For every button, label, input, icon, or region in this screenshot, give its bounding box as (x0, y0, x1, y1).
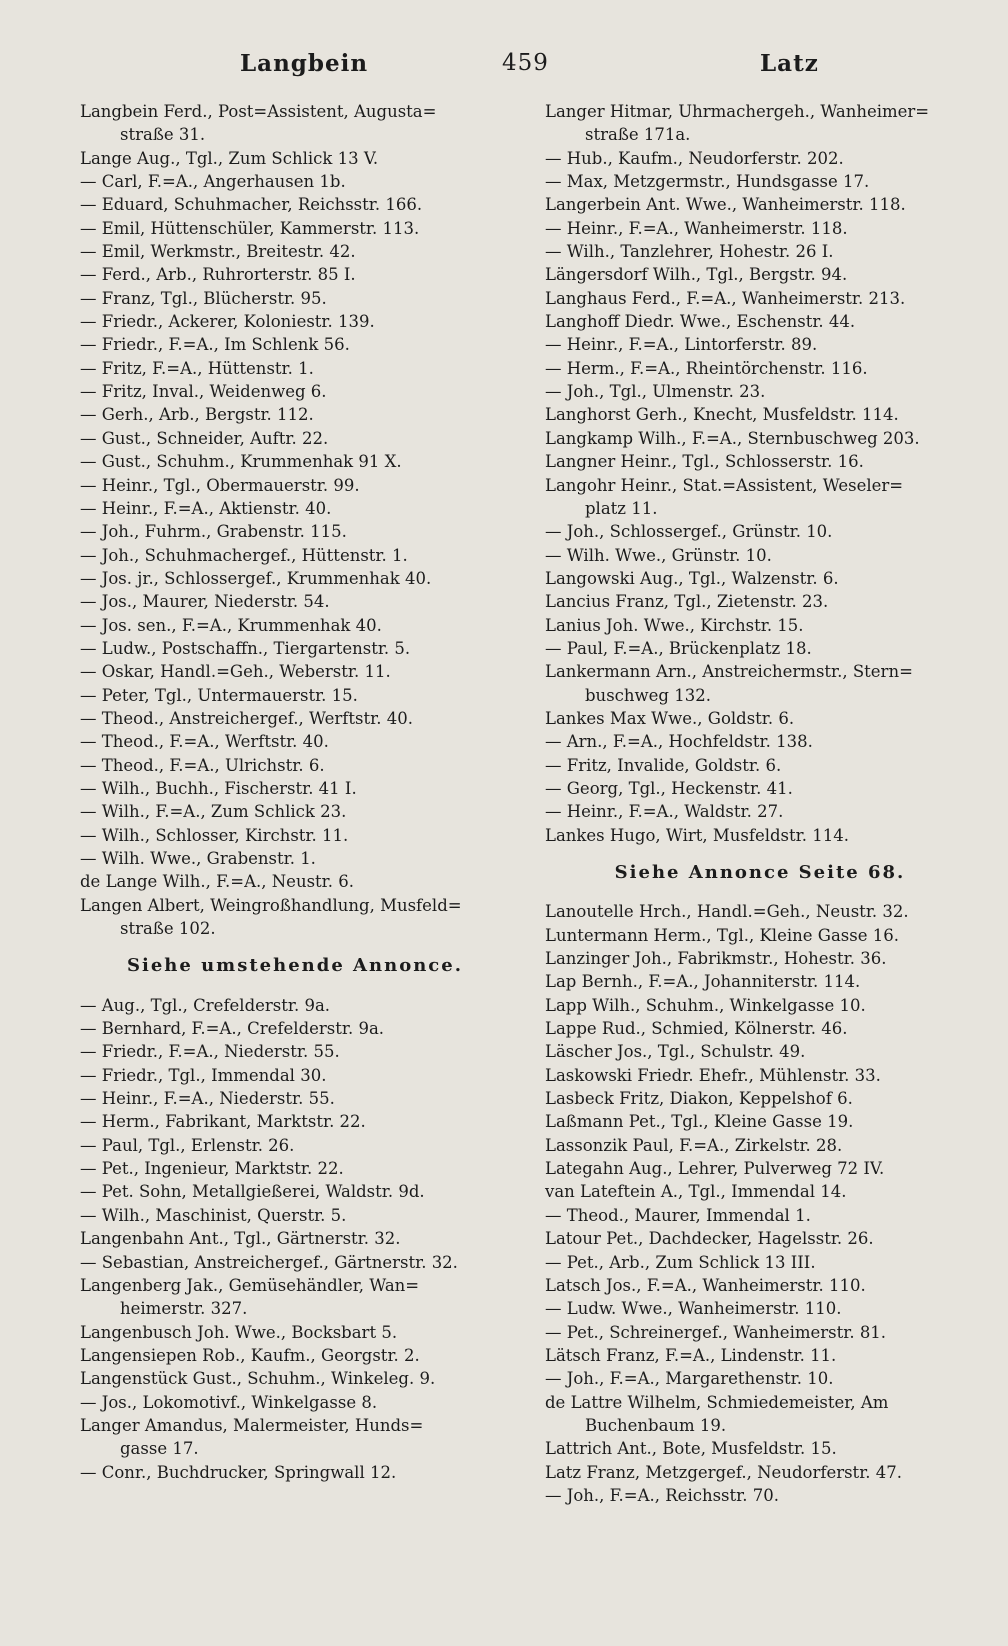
entry-text: Langenberg Jak., Gemüsehändler, Wan= (80, 1275, 420, 1295)
directory-entry (80, 403, 510, 426)
directory-entry (80, 730, 510, 753)
entry-text: — Wilh., Tanzlehrer, Hohestr. 26 I. (545, 242, 834, 262)
entry-text: — Heinr., F.=A., Lintorferstr. 89. (545, 335, 818, 355)
entry-text: Langhoff Diedr. Wwe., Eschenstr. 44. (545, 312, 856, 332)
entry-text: Langer Hitmar, Uhrmachergeh., Wanheimer= (545, 102, 930, 121)
entry-text: Latz Franz, Metzgergef., Neudorferstr. 47. (545, 1462, 902, 1482)
entry-continuation: straße 171a. (585, 125, 691, 145)
entry-continuation: gasse 17. (120, 1439, 199, 1459)
directory-entry (80, 520, 510, 543)
directory-entry (545, 217, 975, 240)
directory-entry (545, 427, 975, 450)
entry-text: — Theod., F.=A., Ulrichstr. 6. (80, 755, 325, 775)
directory-entry (80, 1274, 510, 1321)
directory-entry (80, 684, 510, 707)
header-last-name: Latz (760, 50, 819, 77)
directory-entry (80, 450, 510, 473)
entry-text: Langohr Heinr., Stat.=Assistent, Weseler= (545, 475, 904, 495)
entry-text: Lanzinger Joh., Fabrikmstr., Hohestr. 36. (545, 949, 887, 969)
directory-entry (80, 870, 510, 893)
directory-entry (545, 730, 975, 753)
directory-entry (545, 1110, 975, 1133)
directory-entry (80, 994, 510, 1017)
directory-entry (545, 1274, 975, 1297)
entry-text: — Heinr., Tgl., Obermauerstr. 99. (80, 475, 360, 495)
directory-entry (80, 193, 510, 216)
entry-text: — Pet., Schreinergef., Wanheimerstr. 81. (545, 1322, 887, 1342)
directory-entry (545, 380, 975, 403)
entry-text: — Hub., Kaufm., Neudorferstr. 202. (545, 148, 844, 168)
advertisement-notice: Siehe umstehende Annonce. (127, 955, 463, 977)
entry-text: Lankes Max Wwe., Goldstr. 6. (545, 708, 795, 728)
directory-entry (80, 544, 510, 567)
directory-entry (545, 263, 975, 286)
entry-text: — Wilh., F.=A., Zum Schlick 23. (80, 802, 347, 822)
directory-entry (80, 824, 510, 847)
entry-text: — Oskar, Handl.=Geh., Weberstr. 11. (80, 662, 391, 682)
directory-entry (545, 1391, 975, 1438)
directory-entry (545, 1367, 975, 1390)
entry-text: — Fritz, Invalide, Goldstr. 6. (545, 755, 782, 775)
entry-text: — Heinr., F.=A., Waldstr. 27. (545, 802, 784, 822)
entry-text: — Jos. sen., F.=A., Krummenhak 40. (80, 615, 382, 635)
directory-entry (80, 217, 510, 240)
directory-entry (545, 403, 975, 426)
entry-text: — Wilh. Wwe., Grabenstr. 1. (80, 849, 316, 868)
entry-text: — Friedr., F.=A., Im Schlenk 56. (80, 335, 350, 355)
directory-entry (545, 824, 975, 847)
entry-text: — Gust., Schneider, Auftr. 22. (80, 428, 329, 448)
entry-text: — Friedr., F.=A., Niederstr. 55. (80, 1042, 340, 1062)
entry-text: — Herm., Fabrikant, Marktstr. 22. (80, 1112, 366, 1132)
directory-entry (80, 1367, 510, 1390)
entry-text: — Paul, F.=A., Brückenplatz 18. (545, 638, 812, 658)
entry-text: — Peter, Tgl., Untermauerstr. 15. (80, 685, 358, 705)
entry-text: Laskowski Friedr. Ehefr., Mühlenstr. 33. (545, 1065, 881, 1085)
entry-text: — Heinr., F.=A., Niederstr. 55. (80, 1089, 335, 1109)
directory-entry (80, 1321, 510, 1344)
directory-entry (80, 637, 510, 660)
directory-entry (80, 474, 510, 497)
directory-entry (80, 427, 510, 450)
entry-text: — Theod., Maurer, Immendal 1. (545, 1205, 811, 1225)
directory-entry (545, 333, 975, 356)
entry-text: — Theod., F.=A., Werftstr. 40. (80, 732, 329, 752)
directory-entry (545, 147, 975, 170)
directory-entry (545, 310, 975, 333)
entry-text: — Wilh., Buchh., Fischerstr. 41 I. (80, 778, 357, 798)
entry-text: Langenstück Gust., Schuhm., Winkeleg. 9. (80, 1369, 436, 1389)
entry-text: Längersdorf Wilh., Tgl., Bergstr. 94. (545, 265, 848, 285)
entry-text: — Wilh., Maschinist, Querstr. 5. (80, 1205, 347, 1225)
entry-text: — Joh., F.=A., Margarethenstr. 10. (545, 1369, 834, 1389)
entry-continuation: straße 31. (120, 125, 206, 145)
directory-entry (80, 357, 510, 380)
entry-text: Langbein Ferd., Post=Assistent, Augusta= (80, 102, 437, 121)
entry-text: — Georg, Tgl., Heckenstr. 41. (545, 778, 793, 798)
directory-entry (545, 170, 975, 193)
entry-text: Langner Heinr., Tgl., Schlosserstr. 16. (545, 452, 864, 472)
directory-entry (545, 1484, 975, 1507)
entry-text: — Jos., Maurer, Niederstr. 54. (80, 592, 330, 612)
directory-entry (80, 567, 510, 590)
directory-entry (545, 357, 975, 380)
directory-entry (545, 1297, 975, 1320)
page-number: 459 (502, 50, 549, 76)
entry-text: — Herm., F.=A., Rheintörchenstr. 116. (545, 358, 868, 378)
directory-entry (545, 777, 975, 800)
directory-entry (80, 1227, 510, 1250)
entry-continuation: platz 11. (585, 498, 658, 518)
entry-text: Langhaus Ferd., F.=A., Wanheimerstr. 213. (545, 288, 906, 308)
entry-text: — Bernhard, F.=A., Crefelderstr. 9a. (80, 1019, 385, 1039)
entry-text: Lappe Rud., Schmied, Kölnerstr. 46. (545, 1019, 848, 1039)
entry-text: — Jos., Lokomotivf., Winkelgasse 8. (80, 1392, 378, 1412)
entry-text: Latsch Jos., F.=A., Wanheimerstr. 110. (545, 1275, 866, 1295)
directory-entry (80, 310, 510, 333)
directory-entry (545, 994, 975, 1017)
directory-entry (80, 497, 510, 520)
directory-entry (545, 1227, 975, 1250)
directory-entry (80, 1110, 510, 1133)
entry-text: Lanoutelle Hrch., Handl.=Geh., Neustr. 32. (545, 902, 909, 922)
directory-entry (545, 193, 975, 216)
entry-text: — Joh., Schlossergef., Grünstr. 10. (545, 522, 833, 542)
entry-text: Lankes Hugo, Wirt, Musfeldstr. 114. (545, 825, 849, 845)
entry-text: — Eduard, Schuhmacher, Reichsstr. 166. (80, 195, 423, 215)
right-column (545, 100, 975, 1507)
directory-entry (80, 847, 510, 870)
entry-text: — Friedr., Ackerer, Koloniestr. 139. (80, 312, 375, 332)
entry-text: — Carl, F.=A., Angerhausen 1b. (80, 172, 346, 192)
entry-text: — Joh., Schuhmachergef., Hüttenstr. 1. (80, 545, 408, 565)
entry-text: Lankermann Arn., Anstreichermstr., Stern= (545, 662, 913, 682)
directory-entry (80, 1344, 510, 1367)
directory-entry (545, 1040, 975, 1063)
directory-entry (545, 590, 975, 613)
entry-text: — Pet., Arb., Zum Schlick 13 III. (545, 1252, 816, 1272)
directory-entry (545, 1157, 975, 1180)
directory-entry (545, 100, 975, 147)
entry-text: — Fritz, Inval., Weidenweg 6. (80, 382, 327, 402)
entry-continuation: straße 102. (120, 919, 216, 939)
directory-entry (80, 1087, 510, 1110)
entry-text: — Ludw. Wwe., Wanheimerstr. 110. (545, 1299, 842, 1319)
directory-entry (545, 474, 975, 521)
entry-text: Lapp Wilh., Schuhm., Winkelgasse 10. (545, 995, 866, 1015)
entry-continuation: buschweg 132. (585, 685, 711, 705)
directory-entry (80, 1251, 510, 1274)
directory-entry (80, 147, 510, 170)
entry-text: — Theod., Anstreichergef., Werftstr. 40. (80, 708, 413, 728)
entry-text: — Jos. jr., Schlossergef., Krummenhak 40. (80, 568, 432, 588)
entry-text: Langer Amandus, Malermeister, Hunds= (80, 1415, 424, 1435)
directory-entry (80, 894, 510, 941)
directory-entry (545, 924, 975, 947)
directory-entry (80, 333, 510, 356)
directory-entry (80, 1180, 510, 1203)
directory-entry (545, 1204, 975, 1227)
entry-text: Lancius Franz, Tgl., Zietenstr. 23. (545, 592, 829, 612)
directory-entry (545, 1321, 975, 1344)
directory-entry (80, 287, 510, 310)
left-column (80, 100, 510, 1484)
directory-entry (545, 1134, 975, 1157)
entry-text: Langhorst Gerh., Knecht, Musfeldstr. 114. (545, 405, 899, 425)
directory-entry (80, 380, 510, 403)
directory-entry (545, 1087, 975, 1110)
entry-text: Langen Albert, Weingroßhandlung, Musfeld= (80, 895, 462, 915)
directory-entry (545, 1437, 975, 1460)
entry-text: — Joh., F.=A., Reichsstr. 70. (545, 1485, 779, 1505)
directory-entry (80, 1134, 510, 1157)
entry-text: Laßmann Pet., Tgl., Kleine Gasse 19. (545, 1112, 854, 1132)
entry-text: — Sebastian, Anstreichergef., Gärtnerstr. 32. (80, 1252, 458, 1272)
directory-entry (545, 900, 975, 923)
entry-text: Langkamp Wilh., F.=A., Sternbuschweg 203. (545, 428, 920, 448)
directory-entry (545, 1064, 975, 1087)
entry-text: Lätsch Franz, F.=A., Lindenstr. 11. (545, 1345, 837, 1365)
directory-entry (80, 777, 510, 800)
entry-text: — Gust., Schuhm., Krummenhak 91 X. (80, 452, 402, 472)
entry-text: — Paul, Tgl., Erlenstr. 26. (80, 1135, 295, 1155)
entry-text: — Max, Metzgermstr., Hundsgasse 17. (545, 172, 870, 192)
entry-text: — Emil, Hüttenschüler, Kammerstr. 113. (80, 218, 420, 238)
directory-entry (545, 520, 975, 543)
directory-entry (545, 637, 975, 660)
entry-text: Lassonzik Paul, F.=A., Zirkelstr. 28. (545, 1135, 843, 1155)
directory-entry (80, 1064, 510, 1087)
directory-entry (80, 590, 510, 613)
directory-entry (80, 1157, 510, 1180)
entry-text: Latour Pet., Dachdecker, Hagelsstr. 26. (545, 1229, 874, 1249)
entry-text: — Joh., Fuhrm., Grabenstr. 115. (80, 522, 347, 542)
entry-text: — Wilh. Wwe., Grünstr. 10. (545, 545, 772, 565)
directory-entry (80, 754, 510, 777)
directory-entry (80, 1204, 510, 1227)
directory-entry (80, 240, 510, 263)
entry-text: — Franz, Tgl., Blücherstr. 95. (80, 288, 327, 308)
entry-text: Langenbahn Ant., Tgl., Gärtnerstr. 32. (80, 1229, 401, 1249)
directory-entry (545, 970, 975, 993)
entry-text: — Arn., F.=A., Hochfeldstr. 138. (545, 732, 813, 752)
entry-text: de Lattre Wilhelm, Schmiedemeister, Am (545, 1392, 889, 1412)
entry-text: — Ferd., Arb., Ruhrorterstr. 85 I. (80, 265, 356, 285)
entry-text: Lategahn Aug., Lehrer, Pulverweg 72 IV. (545, 1159, 885, 1179)
entry-text: Langerbein Ant. Wwe., Wanheimerstr. 118. (545, 195, 906, 215)
entry-text: Lasbeck Fritz, Diakon, Keppelshof 6. (545, 1089, 853, 1109)
directory-entry (80, 1040, 510, 1063)
directory-entry (80, 100, 510, 147)
directory-entry (545, 800, 975, 823)
entry-text: — Gerh., Arb., Bergstr. 112. (80, 405, 314, 425)
entry-text: Langenbusch Joh. Wwe., Bocksbart 5. (80, 1322, 398, 1342)
page-header (70, 50, 970, 90)
directory-entry (545, 567, 975, 590)
entry-continuation: Buchenbaum 19. (585, 1415, 727, 1435)
directory-entry (545, 1344, 975, 1367)
directory-entry (545, 614, 975, 637)
advertisement-notice: Siehe Annonce Seite 68. (614, 862, 906, 883)
directory-entry (545, 544, 975, 567)
entry-text: — Heinr., F.=A., Wanheimerstr. 118. (545, 218, 848, 238)
directory-entry (545, 660, 975, 707)
directory-entry (545, 240, 975, 263)
entry-text: van Lateftein A., Tgl., Immendal 14. (545, 1182, 847, 1202)
directory-entry (80, 170, 510, 193)
entry-text: Langensiepen Rob., Kaufm., Georgstr. 2. (80, 1345, 420, 1365)
entry-continuation: heimerstr. 327. (120, 1299, 248, 1319)
entry-text: de Lange Wilh., F.=A., Neustr. 6. (80, 872, 354, 892)
entry-text: — Wilh., Schlosser, Kirchstr. 11. (80, 825, 349, 845)
entry-text: — Pet. Sohn, Metallgießerei, Waldstr. 9d. (80, 1182, 425, 1202)
directory-entry (80, 1391, 510, 1414)
directory-entry (545, 947, 975, 970)
entry-text: Läscher Jos., Tgl., Schulstr. 49. (545, 1042, 806, 1062)
entry-text: Langowski Aug., Tgl., Walzenstr. 6. (545, 568, 839, 588)
directory-entry (80, 1017, 510, 1040)
directory-entry (545, 1017, 975, 1040)
entry-text: — Ludw., Postschaffn., Tiergartenstr. 5. (80, 638, 411, 658)
directory-entry (80, 707, 510, 730)
directory-entry (545, 1461, 975, 1484)
header-first-name: Langbein (240, 50, 369, 77)
directory-entry (545, 450, 975, 473)
entry-text: Lap Bernh., F.=A., Johanniterstr. 114. (545, 972, 861, 992)
directory-entry (545, 1180, 975, 1203)
entry-text: — Emil, Werkmstr., Breitestr. 42. (80, 242, 356, 262)
entry-text: Lattrich Ant., Bote, Musfeldstr. 15. (545, 1439, 837, 1459)
entry-text: Luntermann Herm., Tgl., Kleine Gasse 16. (545, 925, 899, 945)
directory-entry (80, 1414, 510, 1461)
entry-text: — Aug., Tgl., Crefelderstr. 9a. (80, 995, 331, 1015)
directory-entry (545, 287, 975, 310)
directory-entry (545, 754, 975, 777)
entry-text: Lanius Joh. Wwe., Kirchstr. 15. (545, 615, 804, 635)
directory-entry (545, 1251, 975, 1274)
entry-text: — Conr., Buchdrucker, Springwall 12. (80, 1462, 397, 1482)
entry-text: — Fritz, F.=A., Hüttenstr. 1. (80, 358, 314, 378)
entry-text: — Friedr., Tgl., Immendal 30. (80, 1065, 327, 1085)
directory-entry (545, 707, 975, 730)
entry-text: — Joh., Tgl., Ulmenstr. 23. (545, 382, 766, 402)
directory-entry (80, 614, 510, 637)
entry-text: — Heinr., F.=A., Aktienstr. 40. (80, 498, 332, 518)
directory-entry (80, 660, 510, 683)
directory-entry (80, 1461, 510, 1484)
entry-text: Lange Aug., Tgl., Zum Schlick 13 V. (80, 148, 379, 168)
directory-entry (80, 800, 510, 823)
directory-entry (80, 263, 510, 286)
entry-text: — Pet., Ingenieur, Marktstr. 22. (80, 1159, 344, 1179)
